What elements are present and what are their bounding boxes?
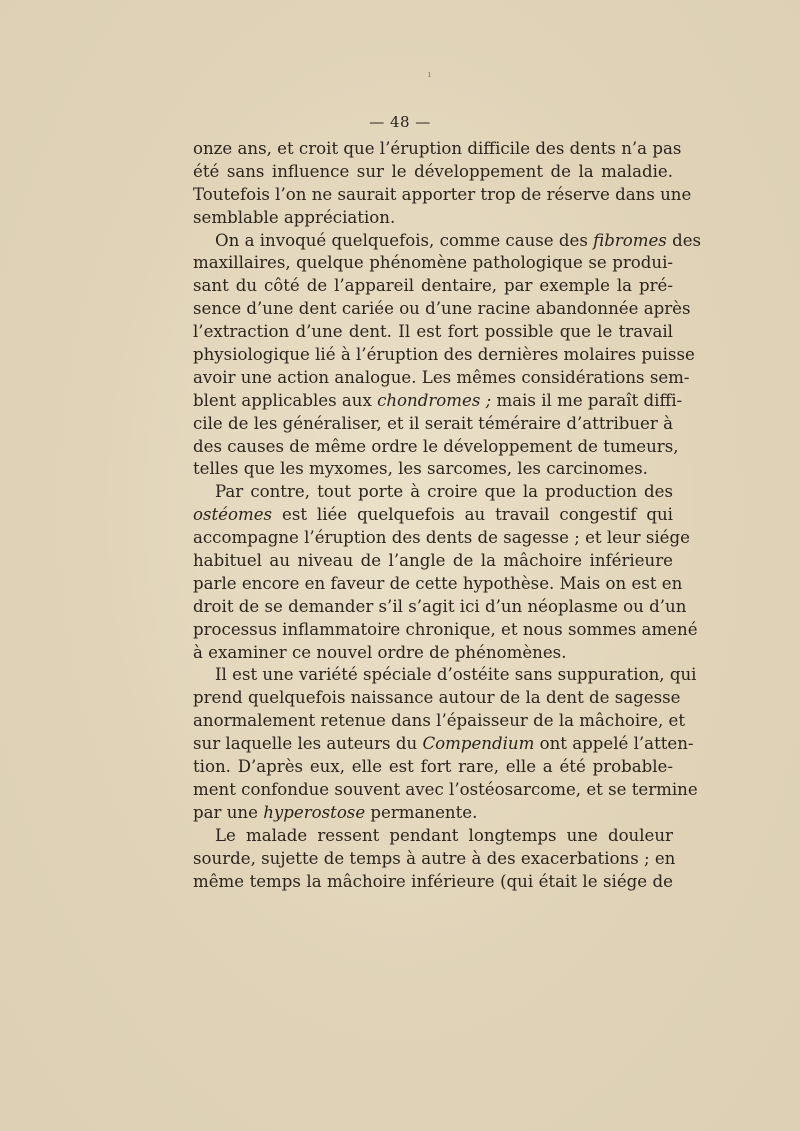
text-span: processus inflammatoire chronique, et nous sommes amené [193,619,698,639]
text-line [193,344,695,367]
text-span: Il est une variété spéciale d’ostéite sans suppuration, qui [215,665,697,685]
text-line [193,504,673,527]
text-line [193,481,673,504]
text-line [193,436,679,459]
text-line [193,367,690,390]
text-span: physiologique lié à l’éruption des dernières molaires puisse [193,345,695,365]
text-line [193,390,683,413]
text-span: sant du côté de l’appareil dentaire, par exemple la pré- [193,276,673,296]
text-line [193,275,673,298]
text-line [193,161,673,184]
body-text [193,138,702,893]
text-span: parle encore en faveur de cette hypothèse. Mais on est en [193,573,683,593]
text-span: anormalement retenue dans l’épaisseur de la mâchoire, et [193,711,686,731]
italic-term: fibromes [593,230,667,250]
text-line [193,779,698,802]
text-span: semblable appréciation. [193,207,396,227]
text-span: à examiner ce nouvel ordre de phénomènes. [193,642,567,662]
text-line [193,642,673,665]
text-span: été sans influence sur le développement de la maladie. [193,161,673,181]
text-span: On a invoqué quelquefois, comme cause des [215,230,594,250]
page-number: — 48 — [369,113,431,131]
text-span: mais il me paraît diffi- [491,390,683,410]
text-line [193,733,694,756]
italic-term: chondromes ; [377,390,492,410]
text-line [193,527,690,550]
text-line [193,230,702,253]
text-span: même temps la mâchoire inférieure (qui était le siége de [193,871,673,891]
text-line [193,298,691,321]
text-span: Toutefois l’on ne saurait apporter trop de réserve dans une [193,184,692,204]
text-line [193,573,683,596]
text-line [193,138,682,161]
ink-speck: ı [428,70,431,80]
text-line [193,252,673,275]
text-span: avoir une action analogue. Les mêmes considérations sem- [193,367,690,387]
text-span: prend quelquefois naissance autour de la dent de sagesse [193,688,681,708]
text-span: sourde, sujette de temps à autre à des exacerbations ; en [193,848,676,868]
text-span: sur laquelle les auteurs du [193,734,423,754]
italic-term: Compendium [422,734,535,754]
text-line [193,184,692,207]
text-span: tion. D’après eux, elle est fort rare, elle a été probable- [193,757,673,777]
text-line [193,848,676,871]
text-line [193,664,697,687]
text-line [193,802,673,825]
text-line [193,710,686,733]
text-line [193,619,698,642]
text-span: ment confondue souvent avec l’ostéosarcome, et se termine [193,779,698,799]
text-line [193,413,673,436]
text-span: ont appelé l’atten- [534,734,694,754]
text-span: des causes de même ordre le développement de tumeurs, [193,436,679,456]
text-span: accompagne l’éruption des dents de sagesse ; et leur siége [193,528,690,548]
text-span: telles que les myxomes, les sarcomes, les carcinomes. [193,459,648,479]
text-span: habituel au niveau de l’angle de la mâchoire inférieure [193,551,673,571]
text-span: cile de les généraliser, et il serait téméraire d’attribuer à [193,413,673,433]
text-line [193,687,681,710]
text-line [193,458,673,481]
text-line [193,207,673,230]
text-span: sence d’une dent cariée ou d’une racine abandonnée après [193,299,691,319]
text-span: permanente. [365,802,478,822]
text-span: des [666,230,702,250]
text-span: onze ans, et croit que l’éruption difficile des dents n’a pas [193,139,682,158]
text-span: est liée quelquefois au travail congestif qui [272,505,673,525]
italic-term: hyperostose [263,802,366,822]
text-line [193,550,673,573]
text-span: maxillaires, quelque phénomène pathologique se produi- [193,253,673,273]
text-line [193,321,673,344]
text-span: par une [193,802,264,822]
text-span: droit de se demander s’il s’agit ici d’un néoplasme ou d’un [193,596,687,616]
text-span: l’extraction d’une dent. Il est fort possible que le travail [193,322,673,342]
text-line [193,596,687,619]
text-span: Par contre, tout porte à croire que la production des [215,482,673,502]
text-line [193,825,673,848]
text-span: Le malade ressent pendant longtemps une douleur [215,825,673,845]
italic-term: ostéomes [193,505,273,525]
text-span: blent applicables aux [193,390,378,410]
text-line [193,871,673,894]
text-line [193,756,673,779]
